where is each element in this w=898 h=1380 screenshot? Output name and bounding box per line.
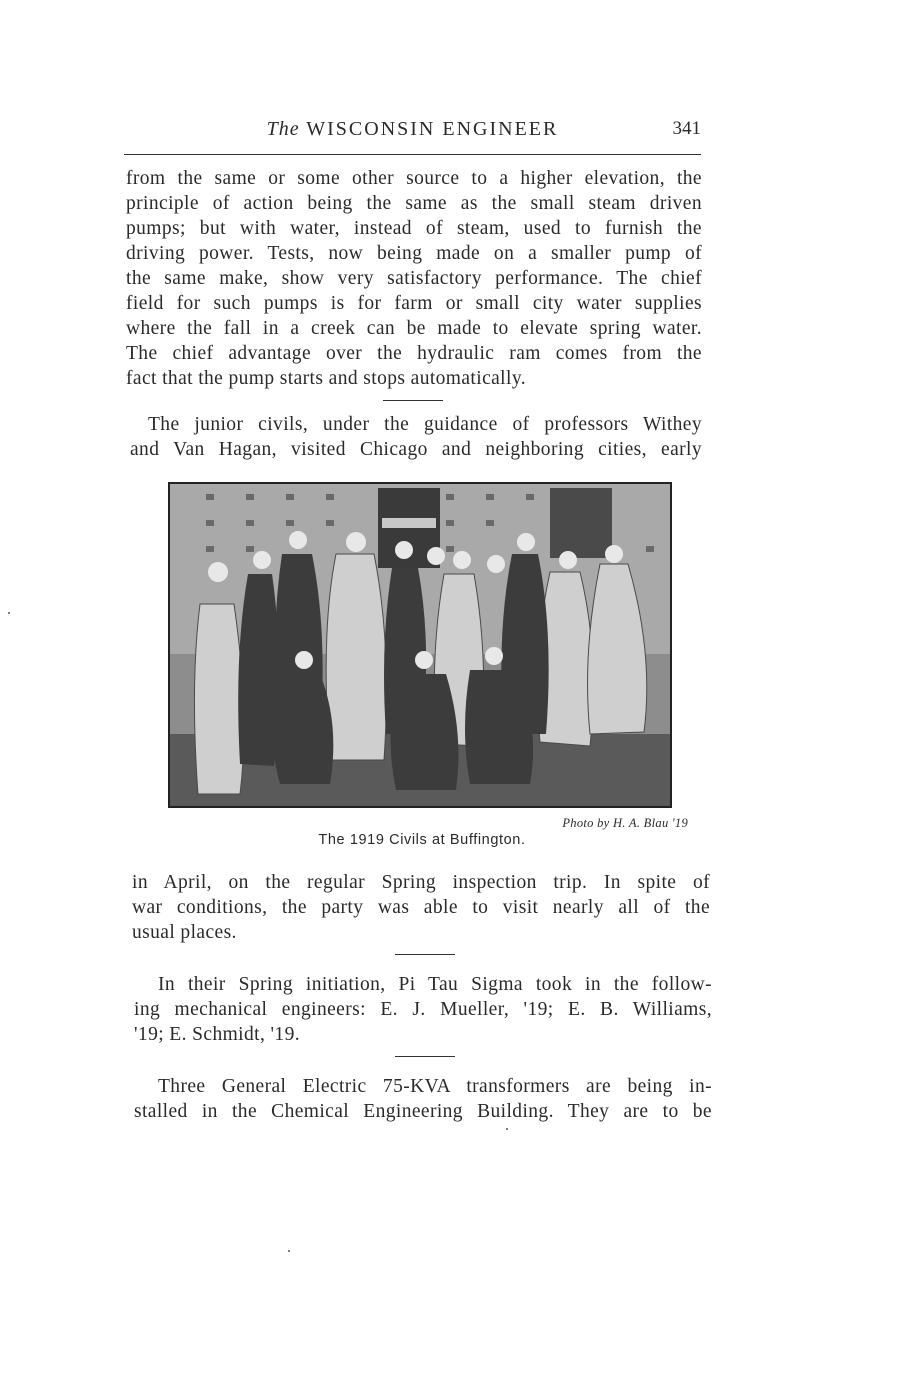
text-line: fact that the pump starts and stops automatically. [126,368,526,389]
photo-credit: Photo by H. A. Blau '19 [562,816,688,830]
text-line: driving power. Tests, now being made on a smaller pump of [126,243,702,264]
text-line: usual places. [132,922,237,943]
section-divider [395,1056,455,1057]
text-line: Three General Electric 75-KVA transformers are being in- [158,1076,712,1097]
journal-title-prefix: The [266,118,300,140]
paragraph-pump [126,166,702,391]
text-line: stalled in the Chemical Engineering Building. They are to be [134,1101,712,1122]
text-line: in April, on the regular Spring inspection trip. In spite of [132,872,710,893]
section-divider [383,400,443,401]
running-header [124,118,701,155]
text-line: principle of action being the same as the small steam driven [126,193,702,214]
text-line: In their Spring initiation, Pi Tau Sigma took in the follow- [158,974,712,995]
group-photo [168,482,672,808]
paragraph-inspection-trip [132,870,710,945]
text-line: field for such pumps is for farm or small city water supplies [126,293,702,314]
group-photo-image [170,484,670,806]
scan-speck [506,1128,508,1130]
paragraph-pi-tau-sigma [134,972,712,1047]
text-line: the same make, show very satisfactory performance. The chief [126,268,702,289]
text-line: war conditions, the party was able to visit nearly all of the [132,897,710,918]
text-line: from the same or some other source to a higher elevation, the [126,168,702,189]
text-line: '19; E. Schmidt, '19. [134,1024,301,1045]
section-divider [395,954,455,955]
journal-title [124,118,701,141]
scan-speck [288,1250,290,1252]
paragraph-junior-civils [130,412,702,462]
text-line: ing mechanical engineers: E. J. Mueller, '19; E. B. Williams, [134,999,712,1020]
page-number: 341 [672,118,701,139]
scan-speck [8,612,10,614]
figure-caption: The 1919 Civils at Buffington. [318,832,526,848]
text-line: The chief advantage over the hydraulic ram comes from the [126,343,702,364]
text-line: and Van Hagan, visited Chicago and neighboring cities, early [130,439,702,460]
paragraph-transformers [134,1074,712,1124]
journal-title-main: WISCONSIN ENGINEER [306,118,559,140]
text-line: The junior civils, under the guidance of professors Withey [148,414,702,435]
text-line: pumps; but with water, instead of steam, used to furnish the [126,218,702,239]
text-line: where the fall in a creek can be made to elevate spring water. [126,318,702,339]
